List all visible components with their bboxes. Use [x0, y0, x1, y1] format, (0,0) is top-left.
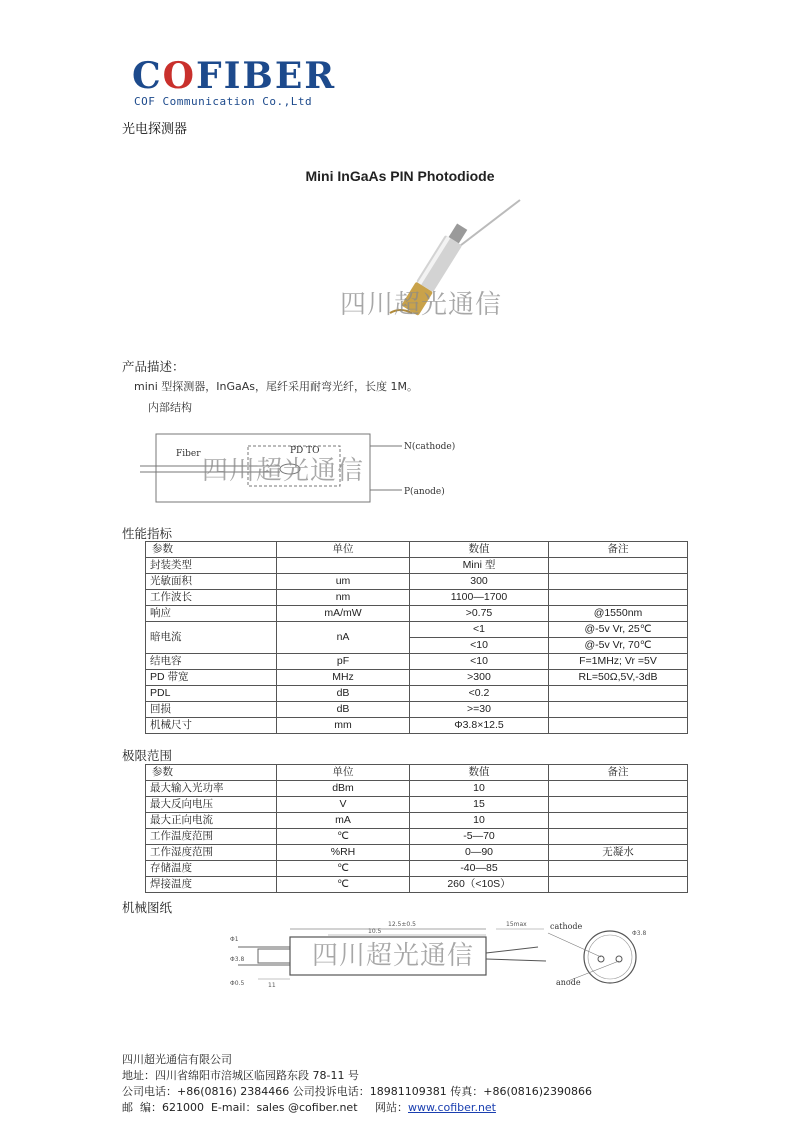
- diagram-fiber-label: Fiber: [176, 449, 201, 459]
- watermark: 四川超光通信: [340, 290, 503, 320]
- table-row: [146, 829, 688, 845]
- table-cell: ℃: [277, 829, 410, 845]
- table-cell: 工作温度范围: [146, 829, 277, 845]
- table-cell: nA: [277, 622, 410, 654]
- table-cell: 260（<10S）: [410, 877, 549, 893]
- watermark: 四川超光通信: [202, 456, 365, 486]
- table-cell: 无凝水: [549, 845, 688, 861]
- table-cell: -5—70: [410, 829, 549, 845]
- table-cell: V: [277, 797, 410, 813]
- table-cell: ℃: [277, 861, 410, 877]
- table-cell: MHz: [277, 670, 410, 686]
- table-row: [146, 702, 688, 718]
- dim-d1: Φ1: [230, 936, 239, 943]
- footer-phones: 公司电话：+86(0816) 2384466 公司投诉电话：18981109381 传真：+86(0816)2390866: [122, 1085, 593, 1098]
- table-cell: ℃: [277, 877, 410, 893]
- table-cell: [549, 797, 688, 813]
- footer-contact-text: 邮 编：621000 E-mail：sales @cofiber.net 网站：: [122, 1101, 408, 1114]
- table-cell: [549, 574, 688, 590]
- table-cell: 存储温度: [146, 861, 277, 877]
- table-cell: dB: [277, 686, 410, 702]
- dim-left: 11: [268, 982, 276, 989]
- table-cell: [549, 686, 688, 702]
- table-cell: PD 带宽: [146, 670, 277, 686]
- table-cell: >0.75: [410, 606, 549, 622]
- table-cell: >=30: [410, 702, 549, 718]
- footer-contact: [122, 1099, 496, 1115]
- table-row: [146, 590, 688, 606]
- table-cell: [549, 718, 688, 734]
- table-cell: 封装类型: [146, 558, 277, 574]
- table-header-cell: 单位: [277, 765, 410, 781]
- performance-table: [145, 541, 688, 734]
- table-cell: mA: [277, 813, 410, 829]
- dim-sub-length: 10.5: [368, 928, 382, 935]
- table-cell: @-5v Vr, 70℃: [549, 638, 688, 654]
- table-cell: [549, 861, 688, 877]
- dim-circle: Φ3.8: [632, 930, 647, 937]
- table-cell: 300: [410, 574, 549, 590]
- table-header-cell: 数值: [410, 542, 549, 558]
- table-row: [146, 654, 688, 670]
- dim-length: 12.5±0.5: [388, 921, 416, 928]
- table-cell: 1100—1700: [410, 590, 549, 606]
- table-row: [146, 574, 688, 590]
- table-cell: <0.2: [410, 686, 549, 702]
- limits-heading: 极限范围: [122, 748, 173, 763]
- website-link[interactable]: www.cofiber.net: [408, 1101, 496, 1114]
- table-header-cell: 数值: [410, 765, 549, 781]
- diagram-pd-label: PD TO: [290, 446, 320, 456]
- table-cell: <10: [410, 654, 549, 670]
- table-cell: [549, 590, 688, 606]
- table-cell: mm: [277, 718, 410, 734]
- table-row: [146, 861, 688, 877]
- table-row: [146, 845, 688, 861]
- description-heading: 产品描述：: [122, 359, 185, 374]
- table-cell: <1: [410, 622, 549, 638]
- table-cell: 最大正向电流: [146, 813, 277, 829]
- diagram-cathode-label: N(cathode): [404, 442, 456, 452]
- table-row: [146, 670, 688, 686]
- table-row: [146, 797, 688, 813]
- table-cell: 15: [410, 797, 549, 813]
- drawing-heading: 机械图纸: [122, 900, 173, 915]
- table-cell: 暗电流: [146, 622, 277, 654]
- table-cell: 响应: [146, 606, 277, 622]
- footer-company: 四川超光通信有限公司: [122, 1053, 232, 1066]
- table-cell: nm: [277, 590, 410, 606]
- table-header-row: [146, 765, 688, 781]
- dim-d2: Φ3.8: [230, 956, 245, 963]
- table-cell: [277, 558, 410, 574]
- table-cell: 工作波长: [146, 590, 277, 606]
- table-cell: <10: [410, 638, 549, 654]
- diagram-anode-label: P(anode): [404, 487, 445, 497]
- table-cell: mA/mW: [277, 606, 410, 622]
- table-header-cell: 参数: [146, 542, 277, 558]
- table-cell: %RH: [277, 845, 410, 861]
- description-text: mini 型探测器，InGaAs，尾纤采用耐弯光纤，长度 1M。: [134, 380, 419, 393]
- table-row: [146, 877, 688, 893]
- product-title: Mini InGaAs PIN Photodiode: [305, 168, 495, 184]
- table-row: [146, 781, 688, 797]
- table-header-cell: 参数: [146, 765, 277, 781]
- product-category: 光电探测器: [122, 122, 188, 137]
- table-cell: >300: [410, 670, 549, 686]
- table-cell: [549, 813, 688, 829]
- table-cell: 光敏面积: [146, 574, 277, 590]
- limits-table: [145, 764, 688, 893]
- watermark: 四川超光通信: [312, 941, 475, 971]
- table-row: [146, 686, 688, 702]
- table-header-row: [146, 542, 688, 558]
- table-cell: 焊接温度: [146, 877, 277, 893]
- drawing-anode-label: anode: [556, 978, 581, 987]
- table-cell: Φ3.8×12.5: [410, 718, 549, 734]
- structure-label: 内部结构: [148, 401, 192, 414]
- table-cell: pF: [277, 654, 410, 670]
- table-cell: 0—90: [410, 845, 549, 861]
- table-row: [146, 718, 688, 734]
- table-cell: 最大输入光功率: [146, 781, 277, 797]
- table-cell: 10: [410, 813, 549, 829]
- table-cell: @-5v Vr, 25℃: [549, 622, 688, 638]
- table-cell: [549, 702, 688, 718]
- table-cell: [549, 877, 688, 893]
- table-cell: [549, 558, 688, 574]
- dim-d3: Φ0.5: [230, 980, 245, 987]
- dim-pin: 15max: [506, 921, 527, 928]
- logo-subtitle: COF Communication Co.,Ltd: [134, 95, 313, 108]
- table-cell: Mini 型: [410, 558, 549, 574]
- table-cell: dBm: [277, 781, 410, 797]
- table-header-cell: 备注: [549, 542, 688, 558]
- drawing-cathode-label: cathode: [550, 922, 583, 931]
- table-cell: 最大反向电压: [146, 797, 277, 813]
- table-cell: dB: [277, 702, 410, 718]
- table-row: [146, 558, 688, 574]
- table-cell: 10: [410, 781, 549, 797]
- table-cell: 机械尺寸: [146, 718, 277, 734]
- table-cell: [549, 781, 688, 797]
- table-header-cell: 备注: [549, 765, 688, 781]
- table-row: [146, 813, 688, 829]
- table-row: [146, 606, 688, 622]
- table-cell: um: [277, 574, 410, 590]
- table-header-cell: 单位: [277, 542, 410, 558]
- table-cell: 工作湿度范围: [146, 845, 277, 861]
- table-cell: @1550nm: [549, 606, 688, 622]
- table-cell: 结电容: [146, 654, 277, 670]
- table-row: [146, 622, 688, 638]
- footer-address: 地址：四川省绵阳市涪城区临园路东段 78-11 号: [122, 1069, 359, 1082]
- table-cell: RL=50Ω,5V,-3dB: [549, 670, 688, 686]
- company-logo: [132, 55, 337, 97]
- performance-heading: 性能指标: [122, 526, 173, 541]
- table-cell: 回损: [146, 702, 277, 718]
- table-cell: [549, 829, 688, 845]
- table-cell: PDL: [146, 686, 277, 702]
- table-cell: F=1MHz; Vr =5V: [549, 654, 688, 670]
- table-cell: -40—85: [410, 861, 549, 877]
- logo-text: COFIBER: [132, 55, 337, 97]
